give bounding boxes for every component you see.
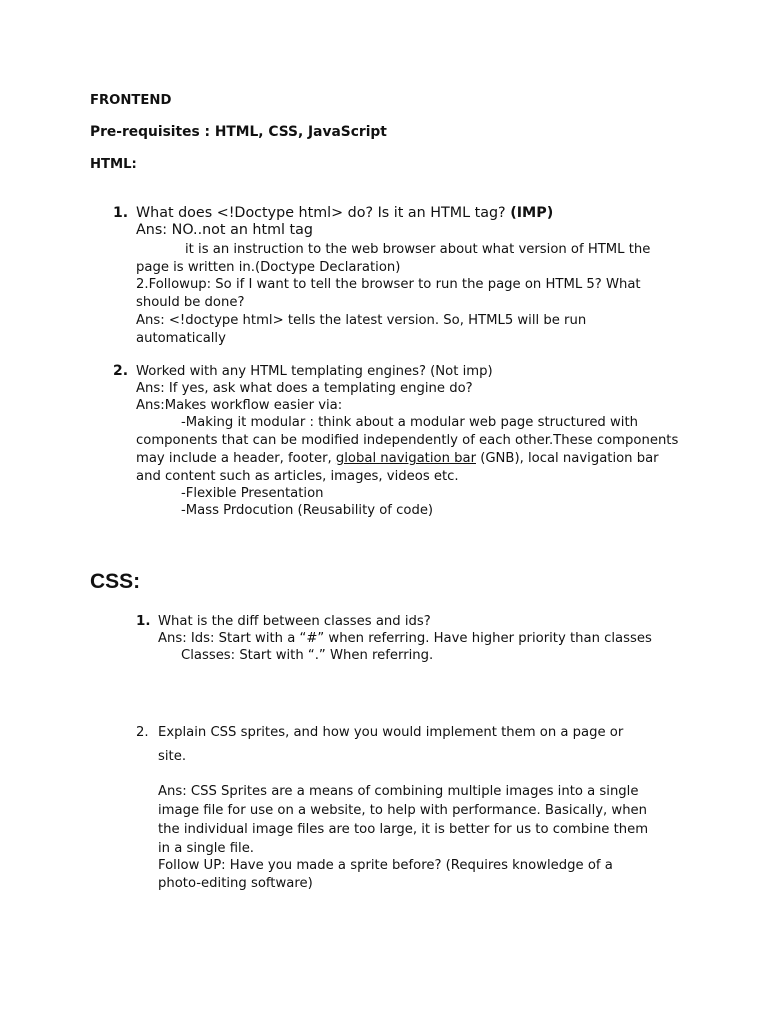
css-question-1: What is the diff between classes and ids? (158, 614, 431, 629)
html-question-1 (136, 205, 553, 222)
html-section-heading: HTML: (90, 157, 137, 172)
html-q2-answer-line: Ans: If yes, ask what does a templating engine do? (136, 381, 473, 396)
gnb-link[interactable]: global navigation bar (335, 451, 476, 466)
html-q2-answer-line: -Making it modular : think about a modular web page structured with (181, 415, 638, 430)
html-q2-bullet: -Flexible Presentation (181, 486, 324, 501)
css-question-2-cont: site. (158, 749, 187, 764)
css-q1-answer-line: Classes: Start with “.” When referring. (181, 648, 434, 663)
html-q1-followup-line: 2.Followup: So if I want to tell the browser to run the page on HTML 5? What (136, 277, 641, 292)
css-question-1-number: 1. (136, 613, 151, 629)
css-question-2: Explain CSS sprites, and how you would implement them on a page or (158, 725, 624, 740)
html-q1-answer-line: page is written in.(Doctype Declaration) (136, 260, 401, 275)
importance-tag: (IMP) (510, 205, 554, 221)
html-q2-bullet: -Mass Prdocution (Reusability of code) (181, 503, 434, 518)
prerequisites-line: Pre-requisites : HTML, CSS, JavaScript (90, 124, 387, 140)
html-q1-answer-line: automatically (136, 331, 226, 346)
css-q2-answer-line: Ans: CSS Sprites are a means of combining multiple images into a single (158, 784, 639, 799)
html-q2-answer-line: components that can be modified independently of each other.These components (136, 433, 679, 448)
css-q2-answer-line: the individual image files are too large, it is better for us to combine them (158, 822, 649, 837)
css-q2-answer-line: image file for use on a website, to help with performance. Basically, when (158, 803, 648, 818)
css-q2-followup-line: photo-editing software) (158, 876, 313, 891)
html-q1-answer-line: it is an instruction to the web browser about what version of HTML the (185, 242, 651, 257)
html-q1-followup-line: should be done? (136, 295, 245, 310)
html-q1-answer-line: Ans: NO..not an html tag (136, 222, 313, 238)
html-q2-answer-line: Ans:Makes workflow easier via: (136, 398, 343, 413)
html-question-1-number: 1. (113, 205, 129, 221)
html-q2-answer-line (136, 450, 659, 467)
html-q2-answer-line: and content such as articles, images, videos etc. (136, 469, 459, 484)
modular-text-post: (GNB), local navigation bar (476, 451, 659, 466)
css-question-2-number: 2. (136, 725, 149, 740)
modular-text-pre: may include a header, footer, (136, 451, 336, 466)
document-title: FRONTEND (90, 93, 172, 108)
css-q2-followup-line: Follow UP: Have you made a sprite before? (Requires knowledge of a (158, 858, 613, 873)
css-section-heading: CSS: (90, 570, 141, 593)
html-question-2: Worked with any HTML templating engines? (Not imp) (136, 364, 493, 379)
css-q2-answer-line: in a single file. (158, 841, 254, 856)
html-question-1-text: What does <!Doctype html> do? Is it an HTML tag? (136, 205, 506, 221)
css-q1-answer-line: Ans: Ids: Start with a “#” when referring. Have higher priority than classes (158, 631, 652, 646)
html-question-2-number: 2. (113, 363, 129, 379)
html-q1-answer-line: Ans: <!doctype html> tells the latest version. So, HTML5 will be run (136, 313, 587, 328)
